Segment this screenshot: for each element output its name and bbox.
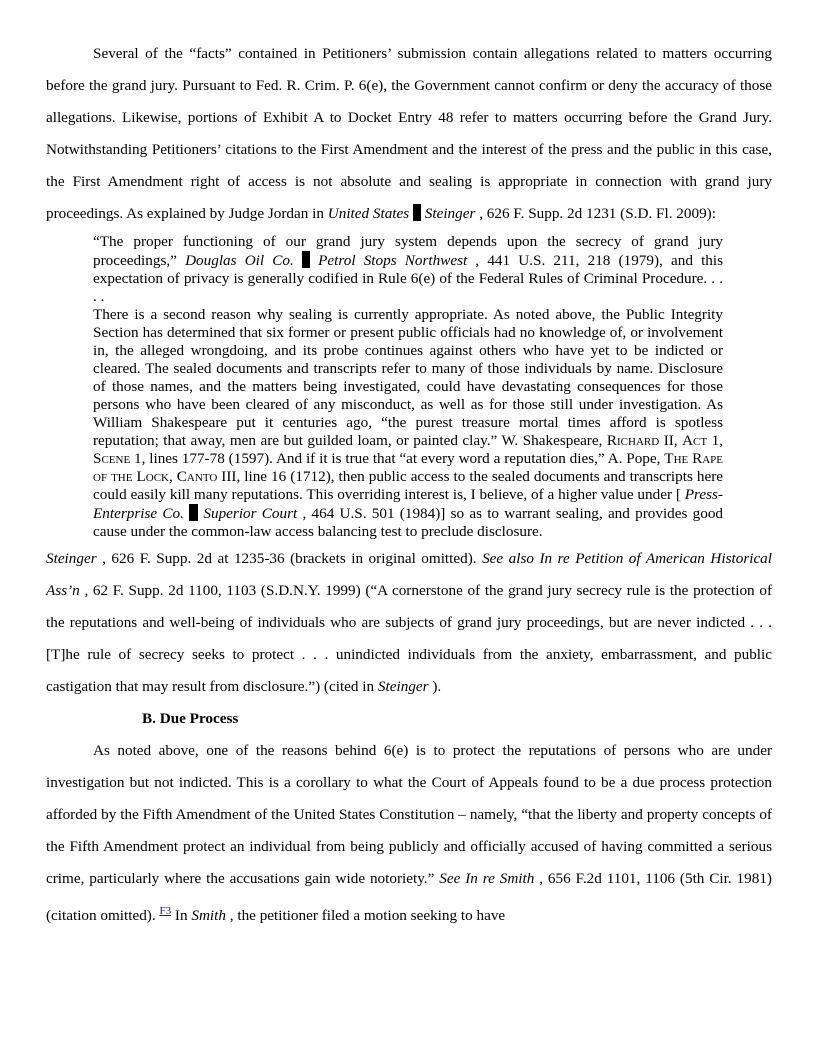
footnote-link[interactable]: F3 (159, 905, 172, 917)
paragraph-grand-jury-facts: Several of the “facts” contained in Petitioners’ submission contain allegations related to matters occurring before the grand jury. Pursuant to Fed. R. Crim. P. 6(e), the Government cannot confirm or deny the accuracy of those allegations. Likewise, portions of Exhibit A to Docket Entry 48 refer to matters occurring before the Grand Jury. Notwithstanding Petitioners’ citations to the First Amendment and the interest of the press and the public in this case, the First Amendment right of access is not absolute and sealing is appropriate in connection with grand jury proceedings. As explained by Judge Jordan in United States Steinger , 626 F. Supp. 2d 1231 (S.D. Fl. 2009): (46, 45, 772, 222)
case-name: See also In re Petition of American Historical Ass’n (46, 550, 772, 599)
document-page (46, 38, 772, 932)
case-name: Press-Enterprise Co. (93, 486, 723, 522)
redaction-mark (413, 204, 421, 221)
paragraph-due-process: As noted above, one of the reasons behind 6(e) is to protect the reputations of persons who are under investigation but not indicted. This is a corollary to what the Court of Appeals found to be a due process protection afforded by the Fifth Amendment of the United States Constitution – namely, “that the liberty and property concepts of the Fifth Amendment protect an individual from being publicly and officially accused of having committed a serious crime, particularly where the accusations gain wide notoriety.” See In re Smith , 656 F.2d 1101, 1106 (5th Cir. 1981) (citation omitted). $^{F3}$ In Smith , the petitioner filed a motion seeking to have (46, 742, 772, 924)
case-name: Superior Court (203, 505, 298, 522)
case-name: Steinger (424, 205, 476, 222)
redaction-mark (302, 251, 310, 268)
case-name: Petrol Stops Northwest (318, 252, 468, 269)
case-name: Douglas Oil Co. (185, 252, 294, 269)
quote-paragraph-2: There is a second reason why sealing is currently appropriate. As noted above, the Public Integrity Section has determined that six former or present public officials had no knowledge of, or involvement in, the alleged wrongdoing, and its probe continues against others who have yet to be indicted or cleared. The sealed documents and transcripts refer to many of those individuals by name. Disclosure of those names, and the matters being investigated, could have devastating consequences for those persons who have been cleared of any misconduct, as well as for those still under investigation. As William Shakespeare put it centuries ago, “the purest treasure mortal times afford is spotless reputation; that away, men are but guilded loam, or painted clay.” W. Shakespeare, Richard II, Act 1, Scene 1, lines 177-78 (1597). And if it is true that “at every word a reputation dies,” A. Pope, The Rape of the Lock, Canto III, line 16 (1712), then public access to the sealed documents and transcripts here could easily kill many reputations. This overriding interest is, I believe, of a higher value under [ Press-Enterprise Co. Superior Court , 464 U.S. 501 (1984)] so as to warrant sealing, and provides good cause under the common-law access balancing test to preclude disclosure. (93, 306, 724, 540)
section-heading: B. Due Process (142, 710, 239, 727)
case-name: United States (327, 205, 410, 222)
redaction-mark (189, 504, 198, 521)
case-name: Steinger (46, 550, 97, 567)
paragraph-steinger-citation: Steinger , 626 F. Supp. 2d at 1235-36 (brackets in original omitted). See also In re Petition of American Historical Ass’n , 62 F. Supp. 2d 1100, 1103 (S.D.N.Y. 1999) (“A cornerstone of the grand jury secrecy rule is the protection of the reputations and well-being of individuals who are subjects of grand jury proceedings, but are never indicted . . . [T]he rule of secrecy seeks to protect . . . unindicted individuals from the anxiety, embarrassment, and public castigation that may result from disclosure.”) (cited in Steinger ). (46, 550, 772, 695)
case-name: Steinger (377, 678, 429, 695)
case-name: Smith (191, 907, 226, 924)
case-name: See In re Smith (439, 870, 535, 887)
quote-paragraph-1: “The proper functioning of our grand jury system depends upon the secrecy of grand jury proceedings,” Douglas Oil Co. Petrol Stops Northwest , 441 U.S. 211, 218 (1979), and this expectation of privacy is generally codified in Rule 6(e) of the Federal Rules of Criminal Procedure. . . . . (93, 233, 724, 305)
block-quote (93, 233, 723, 541)
